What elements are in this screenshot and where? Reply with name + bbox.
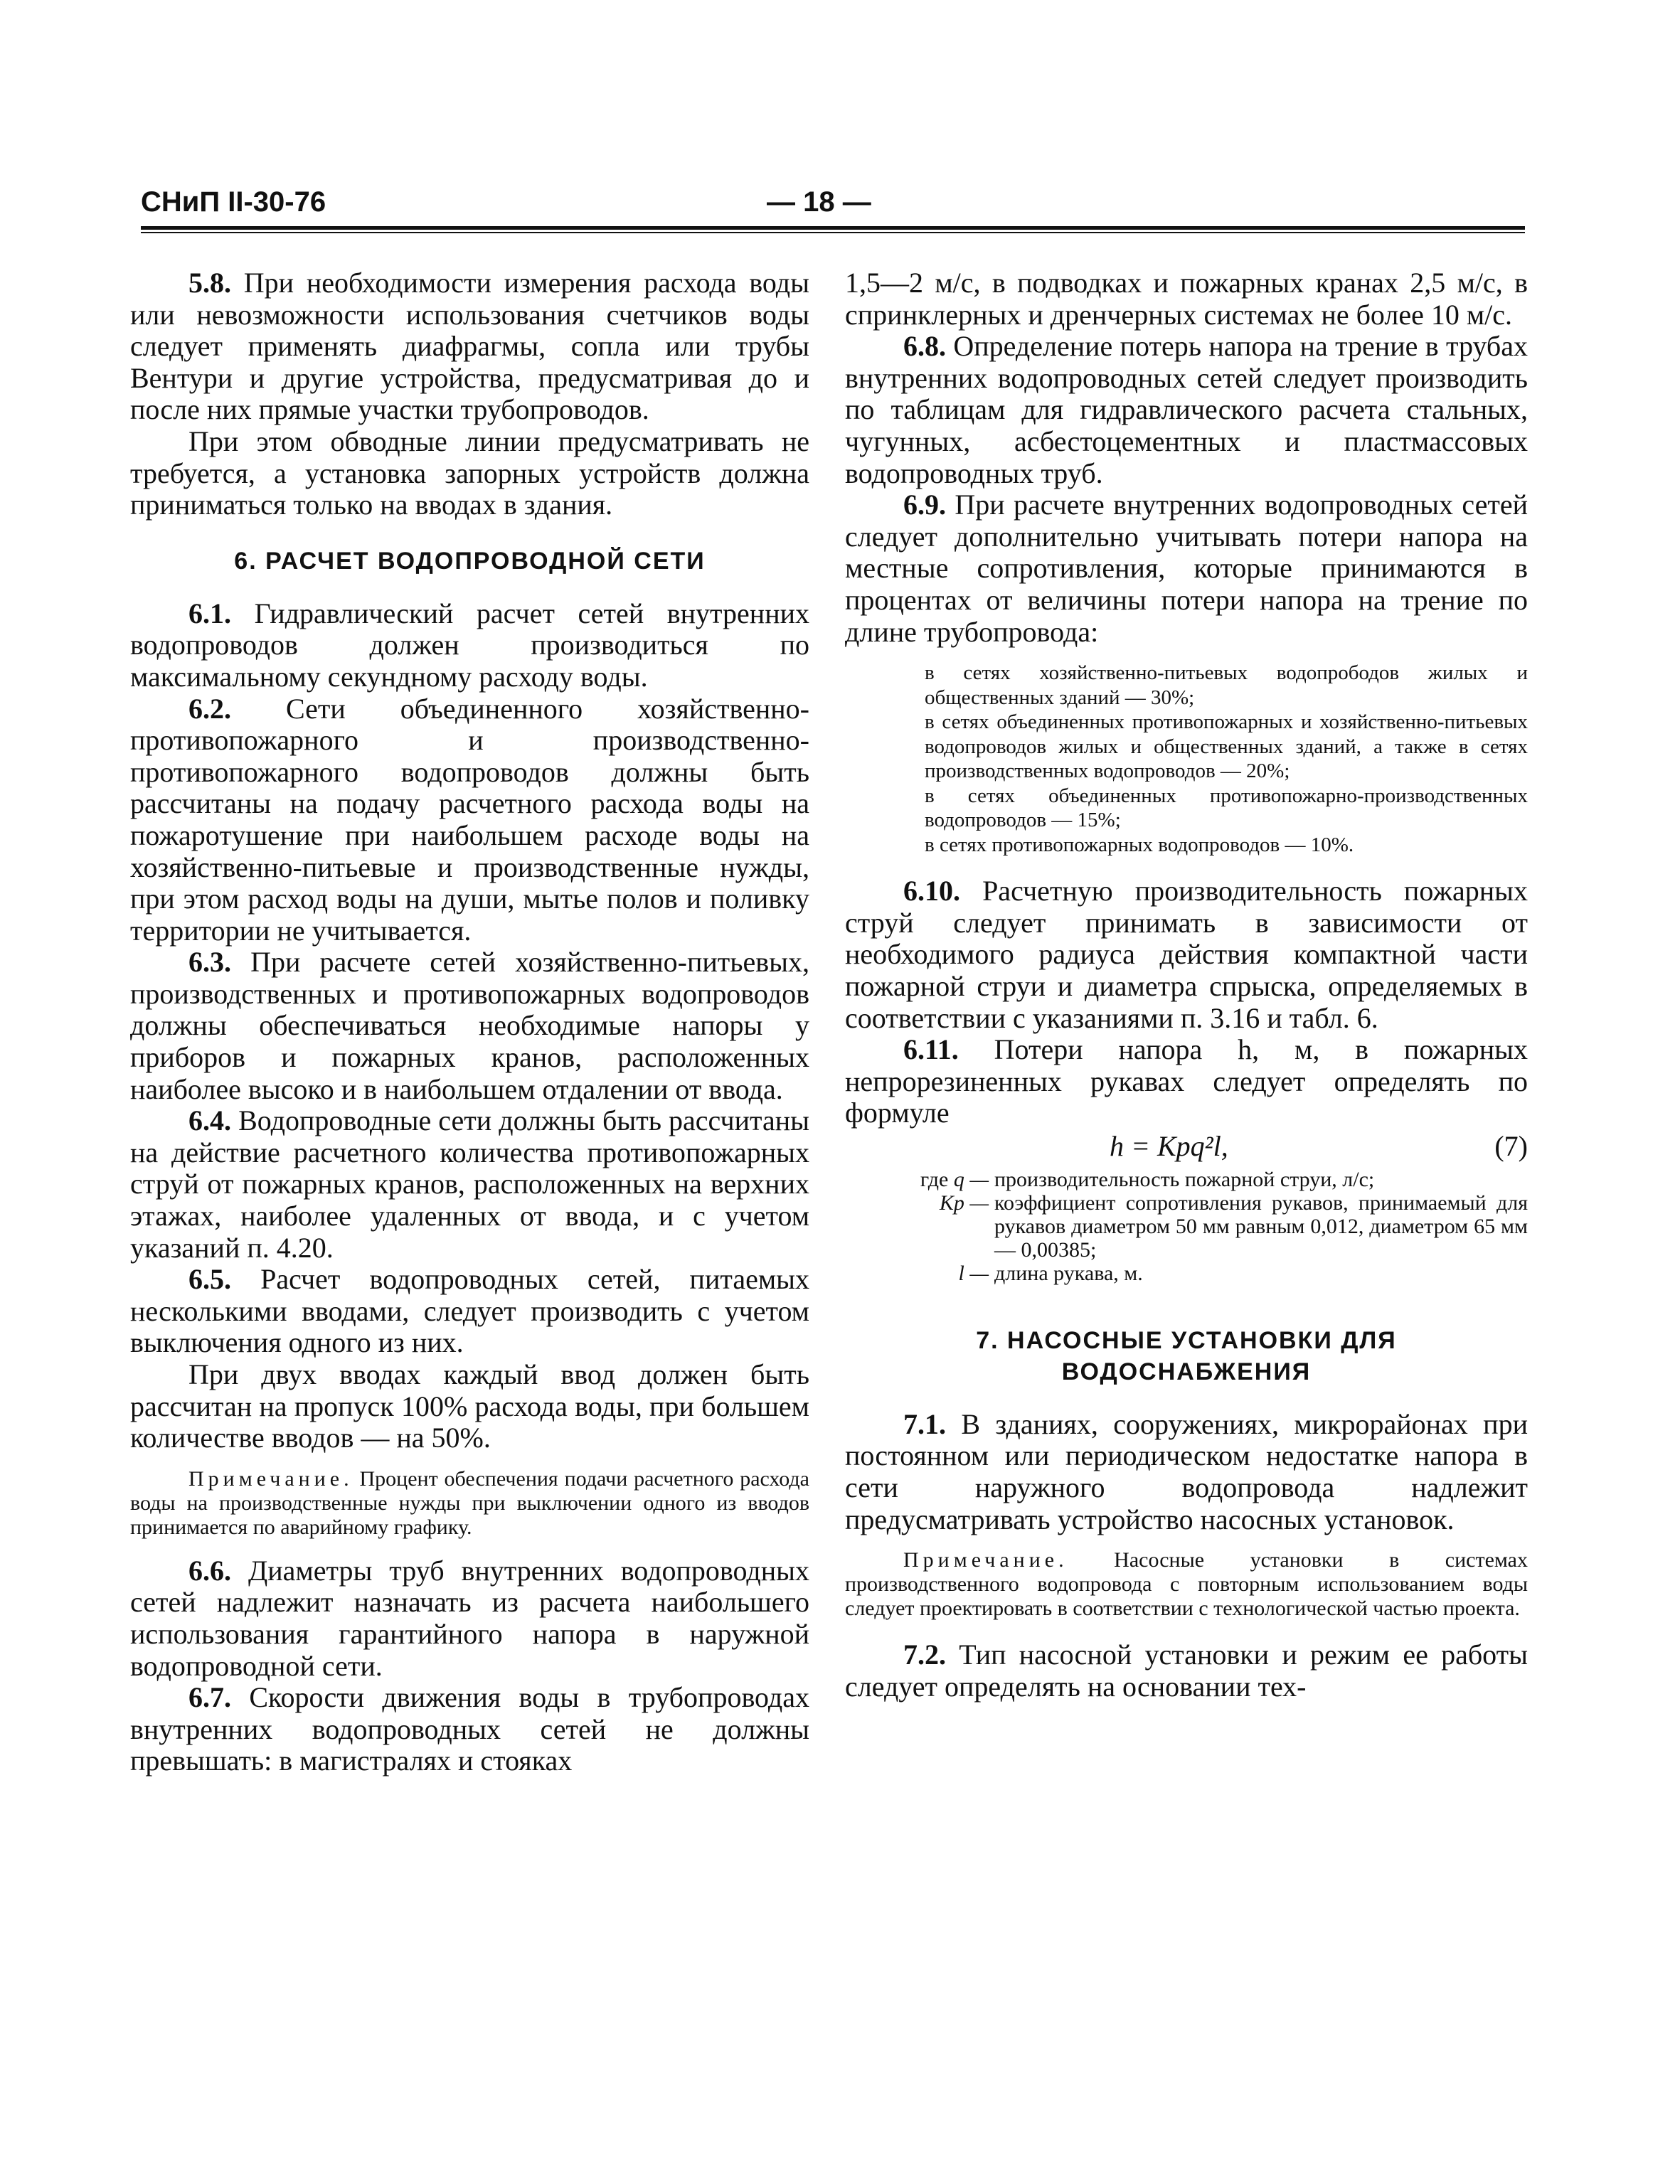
definition-l (845, 1262, 1528, 1285)
clause-text: Потери напора h, м, в пожарных непрорезиненных рукавах следует определять по формуле (845, 1033, 1529, 1129)
symbol-q: q — (953, 1167, 989, 1191)
paragraph-6-4 (130, 1105, 809, 1264)
paragraph-6-2 (130, 693, 809, 947)
list-item: в сетях объединенных противопожарно-производственных водопроводов — 15%; (925, 784, 1528, 832)
paragraph-6-10 (845, 875, 1528, 1034)
clause-number: 6.1. (188, 597, 231, 629)
clause-number: 5.8. (188, 267, 231, 299)
left-column (130, 267, 809, 1777)
formula-definitions (845, 1168, 1528, 1285)
clause-number: 7.1. (903, 1407, 946, 1440)
note-text: Насосные установки в системах производственного водопровода с повторным использованием воды следует проектировать в соответствии с технологической частью проекта. (845, 1548, 1528, 1621)
page-number: — 18 — (767, 186, 871, 218)
note-label: Примечание. (188, 1466, 353, 1491)
paragraph-6-7-cont: 1,5—2 м/с, в подводках и пожарных кранах 2,5 м/с, в спринклерных и дренчерных системах не более 10 м/с. (845, 267, 1528, 331)
clause-text: При расчете внутренних водопроводных сетей следует дополнительно учитывать потери напора на местные сопротивления, которые принимаются в процентах от величины потери напора на трение по длине трубопровода: (845, 489, 1528, 648)
clause-number: 6.8. (903, 330, 946, 363)
note-text: Процент обеспечения подачи расчетного расхода воды на производственные нужды при выключении одного из вводов принимается по аварийному графику. (130, 1466, 810, 1539)
clause-text: Водопроводные сети должны быть рассчитаны на действие расчетного количества противопожарных струй от пожарных кранов, расположенных на верхних этажах, наиболее удаленных от ввода, и с учетом указаний п. 4.20. (130, 1104, 810, 1264)
section-7-title-line2: ВОДОСНАБЖЕНИЯ (1061, 1358, 1312, 1385)
list-item: в сетях хозяйственно-питьевых водопрободов жилых и общественных зданий — 30%; (925, 661, 1528, 709)
paragraph-6-5-b: При двух вводах каждый ввод должен быть рассчитан на пропуск 100% расхода воды, при большем количестве вводов — на 50%. (130, 1358, 809, 1454)
clause-number: 6.5. (188, 1263, 231, 1296)
clause-number: 6.11. (903, 1033, 959, 1066)
paragraph-5-8-b: При этом обводные линии предусматривать не требуется, а установка запорных устройств должна приниматься только на вводах в здания. (130, 425, 809, 521)
paragraph-6-6 (130, 1555, 809, 1682)
paragraph-6-7 (130, 1682, 809, 1777)
clause-text: Определение потерь напора на трение в трубах внутренних водопроводных сетей следует производить по таблицам для гидравлического расчета стальных, чугунных, асбестоцементных и пластмассовых водопроводных труб. (845, 330, 1528, 489)
definition-symbol (845, 1168, 994, 1191)
header-rule (141, 226, 1525, 230)
clause-number: 6.10. (903, 875, 960, 907)
section-7-title-line1: 7. НАСОСНЫЕ УСТАНОВКИ ДЛЯ (976, 1326, 1397, 1354)
clause-number: 6.9. (903, 489, 946, 521)
definition-text: производительность пожарной струи, л/с; (994, 1167, 1375, 1191)
note-label: Примечание. (903, 1548, 1068, 1572)
formula-expression: h = Kpq²l, (1110, 1129, 1228, 1162)
list-item: в сетях противопожарных водопроводов — 10%. (925, 833, 1354, 856)
clause-text: Расчетную производительность пожарных струй следует принимать в зависимости от необходимого радиуса действия компактной части пожарной струи и диаметра спрыска, определяемых в соответствии с указаниями п. 3.16 и табл. 6. (845, 875, 1529, 1034)
paragraph-6-5 (130, 1264, 809, 1359)
clause-number: 6.7. (188, 1681, 231, 1714)
paragraph-7-2 (845, 1639, 1528, 1703)
list-item: в сетях объединенных противопожарных и хозяйственно-питьевых водопроводов жилых и общественных зданий, а также в сетях производственных водопроводов — 20%; (925, 710, 1528, 783)
clause-text: В зданиях, сооружениях, микрорайонах при постоянном или периодическом недостатке напора в сети наружного водопровода надлежит предусматривать устройство насосных установок. (845, 1407, 1528, 1535)
section-6-title: 6. РАСЧЕТ ВОДОПРОВОДНОЙ СЕТИ (234, 547, 706, 575)
paragraph-5-8 (130, 267, 809, 426)
clause-text: При необходимости измерения расхода воды или невозможности использования счетчиков воды следует применять диафрагмы, сопла или трубы Вентури и другие устройства, предусматривая до и после них прямые участки трубопроводов. (130, 267, 809, 426)
definition-q (845, 1168, 1528, 1191)
paragraph-6-8 (845, 331, 1528, 489)
formula-7 (845, 1129, 1528, 1163)
clause-text: Гидравлический расчет сетей внутренних водопроводов должен производиться по максимальному секундному расходу воды. (130, 597, 809, 693)
formula-number: (7) (1494, 1129, 1528, 1162)
definition-kp (845, 1191, 1528, 1262)
clause-text: Диаметры труб внутренних водопроводных сетей надлежит назначать из расчета наибольшего использования гарантийного напора в наружной водопроводной сети. (130, 1554, 810, 1682)
definition-text: длина рукава, м. (994, 1261, 1143, 1285)
loss-percent-list (925, 661, 1528, 857)
note-7-1 (845, 1548, 1528, 1621)
paragraph-6-3 (130, 947, 809, 1105)
paragraph-6-1 (130, 598, 809, 693)
note-6-5 (130, 1467, 809, 1540)
clause-text: Расчет водопроводных сетей, питаемых несколькими вводами, следует производить с учетом выключения одного из них. (130, 1263, 810, 1359)
clause-number: 6.6. (188, 1554, 231, 1587)
clause-number: 6.2. (188, 692, 231, 725)
paragraph-6-9 (845, 489, 1528, 648)
clause-text: Скорости движения воды в трубопроводах внутренних водопроводных сетей не должны превышать: в магистралях и стояках (130, 1681, 810, 1777)
clause-number: 6.3. (188, 946, 231, 979)
definition-symbol: l — (958, 1261, 989, 1285)
paragraph-7-1 (845, 1409, 1528, 1535)
clause-text: Тип насосной установки и режим ее работы следует определять на основании тех- (845, 1639, 1529, 1703)
definition-text: коэффициент сопротивления рукавов, принимаемый для рукавов диаметром 50 мм равным 0,012, диаметром 65 мм — 0,00385; (994, 1190, 1528, 1262)
clause-text: При расчете сетей хозяйственно-питьевых, производственных и противопожарных водопроводов должны обеспечиваться необходимые напоры у приборов и пожарных кранов, расположенных наиболее высоко и в наибольшем отдалении от ввода. (130, 946, 809, 1105)
clause-number: 7.2. (903, 1639, 946, 1671)
paragraph-6-11 (845, 1034, 1528, 1129)
definition-symbol: Kр — (939, 1190, 989, 1215)
right-column (845, 267, 1528, 1703)
where-label: где (920, 1167, 949, 1191)
clause-number: 6.4. (188, 1104, 231, 1137)
page-header (141, 186, 1525, 222)
clause-text: Сети объединенного хозяйственно-противопожарного и производственно-противопожарного водопроводов должны быть рассчитаны на подачу расчетного расхода воды на пожаротушение при наибольшем расходе воды на хозяйственно-питьевые и производственные нужды, при этом расход воды на души, мытье полов и поливку территории не учитывается. (130, 692, 810, 947)
document-code: СНиП II-30-76 (141, 186, 326, 218)
